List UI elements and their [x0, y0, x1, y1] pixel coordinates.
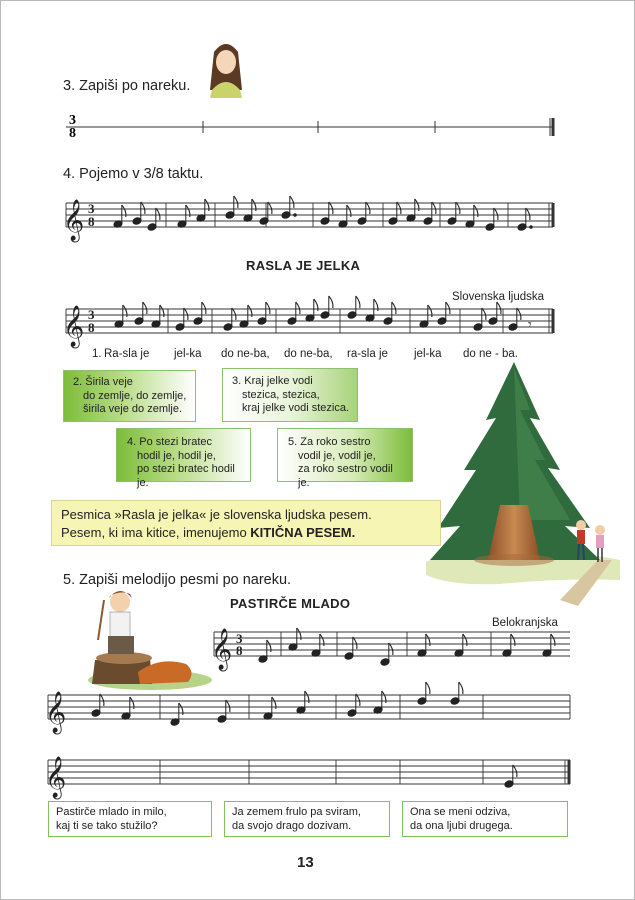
exercise5-label: 5. Zapiši melodijo pesmi po nareku. [63, 572, 292, 588]
eighth-rest-icon: 𝄾 [528, 317, 532, 333]
shepherd-boy-illustration [88, 591, 212, 690]
song2-origin: Belokranjska [492, 617, 558, 629]
song2-verse-box: Ona se meni odziva, da ona ljubi drugega. [402, 801, 568, 837]
page-number: 13 [297, 854, 314, 871]
term-highlight: KITIČNA PESEM. [250, 525, 356, 540]
song1-title: RASLA JE JELKA [246, 258, 361, 273]
note-flag [156, 208, 160, 220]
note-dot [294, 214, 297, 217]
note-flag [366, 202, 370, 214]
note-flag [389, 643, 393, 655]
note-flag [141, 202, 145, 214]
lyric-syllable: Ra-sla je [104, 348, 150, 360]
note-flag [143, 302, 147, 314]
svg-text:8: 8 [88, 320, 95, 335]
song2-title: PASTIRČE MLADO [230, 596, 351, 611]
song2-staff-1 [214, 632, 570, 656]
song2-verse-box: Ja zemem frulo pa sviram, da svojo drago dozivam. [224, 801, 390, 837]
lyric-syllable: jel-ka [414, 348, 442, 360]
note-flag [456, 202, 460, 214]
treble-clef-icon: 𝄞 [63, 200, 85, 241]
note-flag [100, 694, 104, 706]
note-flag [513, 765, 517, 777]
treble-clef-icon: 𝄞 [45, 757, 67, 798]
verse-box: 3. Kraj jelke vodi stezica, stezica, kraj jelke vodi stezica. [222, 368, 358, 422]
note-flag [296, 302, 300, 314]
song2-notes-line1 [258, 628, 555, 666]
treble-clef-icon: 𝄞 [63, 306, 85, 347]
exercise3-label: 3. Zapiši po nareku. [63, 78, 191, 94]
fir-tree-illustration [426, 362, 620, 606]
note-flag [356, 296, 360, 308]
lyric-syllable: jel-ka [174, 348, 202, 360]
lyric-syllable: do ne-ba, [284, 348, 333, 360]
svg-text:8: 8 [88, 214, 95, 229]
note-flag [497, 302, 501, 314]
note-flag [232, 308, 236, 320]
info-box [51, 500, 441, 546]
svg-text:8: 8 [236, 643, 243, 658]
exercise4-label: 4. Pojemo v 3/8 taktu. [63, 166, 204, 182]
note-flag [459, 682, 463, 694]
note-flag [353, 637, 357, 649]
lyric-syllable: ra-sla je [347, 348, 388, 360]
note-flag [290, 196, 294, 208]
lyric-syllable: do ne-ba, [221, 348, 270, 360]
note-flag [226, 700, 230, 712]
info-line: Pesem, ki ima kitice, imenujemo KITIČNA PESEM. [61, 525, 356, 540]
note-flag [266, 302, 270, 314]
note-flag [494, 208, 498, 220]
lyric-syllable: do ne - ba. [463, 348, 518, 360]
info-line: Pesmica »Rasla je jelka« je slovenska ljudska pesem. [61, 507, 372, 522]
song1-origin: Slovenska ljudska [452, 291, 545, 303]
note-flag [329, 202, 333, 214]
verse-box: 2. Širila veje do zemlje, do zemlje, širila veje do zemlje. [63, 370, 196, 422]
note-flag [426, 682, 430, 694]
note-flag [526, 208, 530, 220]
note-flag [482, 308, 486, 320]
note-flag [234, 196, 238, 208]
verse-box: 4. Po stezi bratec hodil je, hodil je, po stezi bratec hodil je. [116, 428, 251, 482]
girl-illustration [210, 44, 242, 98]
exercise4-notes [113, 196, 532, 231]
svg-text:8: 8 [69, 126, 76, 141]
note-flag [397, 202, 401, 214]
svg-text:3: 3 [88, 307, 95, 322]
note-flag [268, 202, 272, 214]
song1-verse-number: 1. [92, 348, 102, 360]
note-flag [517, 308, 521, 320]
treble-clef-icon: 𝄞 [45, 692, 67, 733]
note-flag [356, 694, 360, 706]
song2-notes-line3 [504, 765, 517, 788]
note-flag [392, 302, 396, 314]
note-flag [329, 296, 333, 308]
song2-staff-3 [48, 760, 570, 784]
svg-text:3: 3 [236, 631, 243, 646]
verse-box: 5. Za roko sestro vodil je, vodil je, za roko sestro vodil je. [277, 428, 413, 482]
note-flag [446, 302, 450, 314]
svg-text:3: 3 [69, 113, 76, 128]
treble-clef-icon: 𝄞 [211, 629, 233, 670]
note-flag [202, 302, 206, 314]
svg-text:3: 3 [88, 201, 95, 216]
note-dot [530, 226, 533, 229]
exercise3-rhythm-line [66, 113, 553, 141]
note-flag [184, 308, 188, 320]
song2-verse-box: Pastirče mlado in milo, kaj ti se tako stužilo? [48, 801, 212, 837]
note-flag [432, 202, 436, 214]
